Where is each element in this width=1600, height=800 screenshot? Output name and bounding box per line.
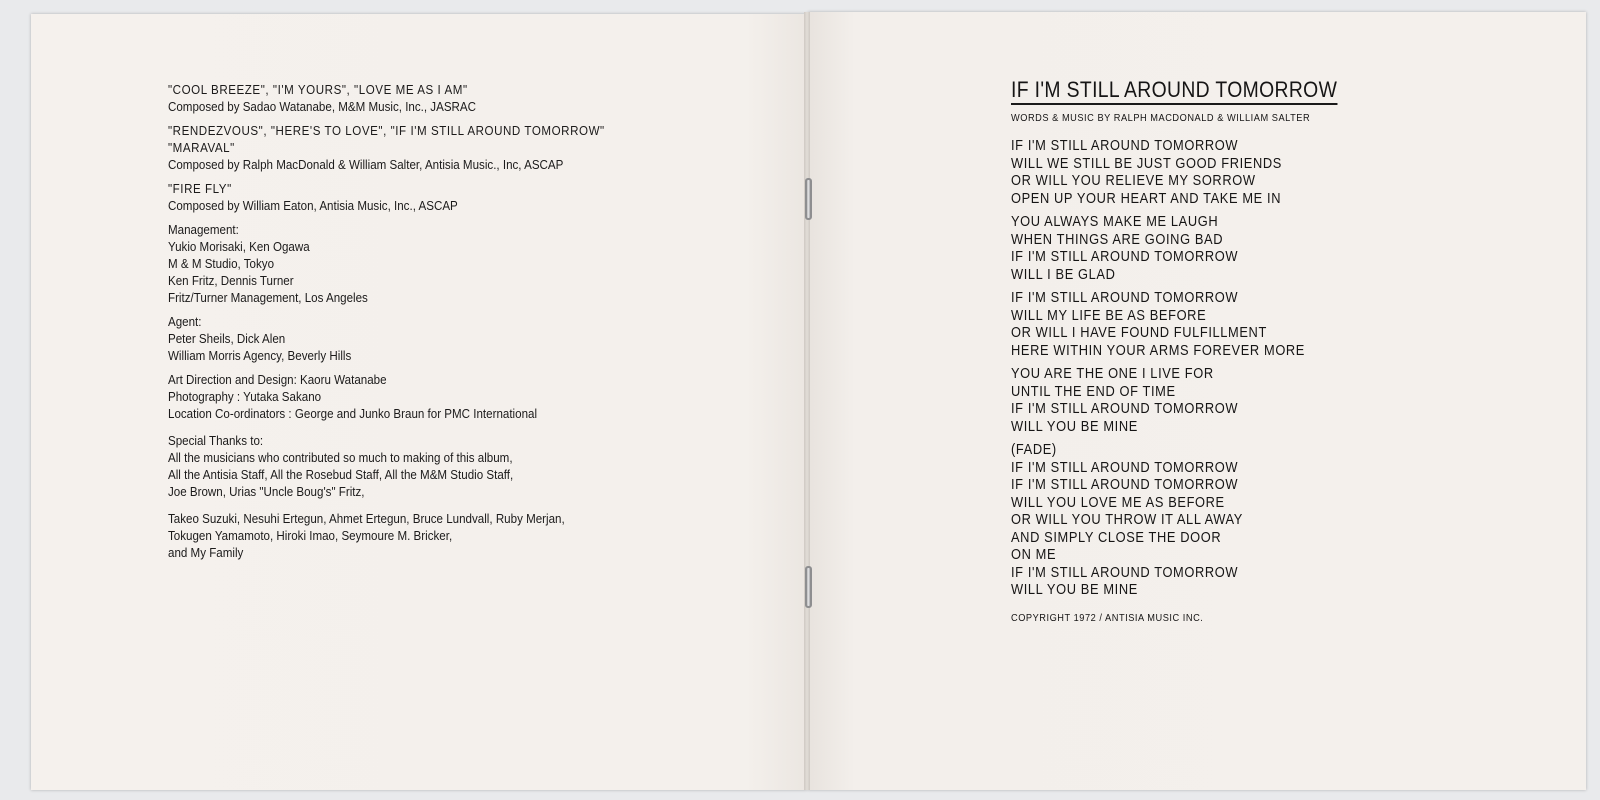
credit-line: Agent: [168, 315, 202, 329]
credit-line: "FIRE FLY" [168, 182, 232, 196]
song-title: IF I'M STILL AROUND TOMORROW [1011, 78, 1337, 105]
credit-line: Photography : Yutaka Sakano [168, 390, 322, 404]
credit-block [168, 314, 738, 365]
lyrics-body [1011, 138, 1337, 600]
lyric-line: IF I'M STILL AROUND TOMORROW [1011, 290, 1239, 306]
booklet-spine [804, 12, 810, 790]
credit-line: All the musicians who contributed so much to making of this album, [168, 451, 513, 465]
credit-block [168, 433, 738, 501]
lyric-line: OPEN UP YOUR HEART AND TAKE ME IN [1011, 190, 1282, 207]
credit-line: Art Direction and Design: Kaoru Watanabe [168, 373, 387, 387]
lyric-line: WILL I BE GLAD [1011, 266, 1116, 283]
credit-line: Location Co-ordinators : George and Junko Braun for PMC International [168, 407, 538, 421]
credit-line: "MARAVAL" [168, 141, 235, 155]
credit-line: Peter Sheils, Dick Alen [168, 332, 286, 346]
lyric-line: IF I'M STILL AROUND TOMORROW [1011, 249, 1239, 265]
credits-section [168, 82, 738, 569]
credit-line: "RENDEZVOUS", "HERE'S TO LOVE", "IF I'M STILL AROUND TOMORROW" [168, 124, 605, 138]
lyric-line: IF I'M STILL AROUND TOMORROW [1011, 477, 1239, 493]
lyric-line: OR WILL I HAVE FOUND FULFILLMENT [1011, 325, 1267, 341]
credit-block [168, 181, 738, 215]
lyric-line: WILL YOU BE MINE [1011, 418, 1138, 435]
lyric-line: WILL WE STILL BE JUST GOOD FRIENDS [1011, 155, 1282, 172]
credit-line: Ken Fritz, Dennis Turner [168, 274, 294, 288]
lyric-line: IF I'M STILL AROUND TOMORROW [1011, 459, 1239, 476]
lyric-line: AND SIMPLY CLOSE THE DOOR [1011, 529, 1222, 546]
staple-top [805, 178, 812, 220]
lyric-line: WILL YOU BE MINE [1011, 582, 1138, 598]
lyric-stanza [1011, 138, 1337, 208]
credit-line: Management: [168, 223, 239, 237]
lyric-stanza [1011, 442, 1337, 600]
credit-block [168, 82, 738, 116]
lyric-line: OR WILL YOU RELIEVE MY SORROW [1011, 173, 1256, 189]
credit-line: Takeo Suzuki, Nesuhi Ertegun, Ahmet Ertegun, Bruce Lundvall, Ruby Merjan, [168, 512, 565, 526]
lyric-line: (FADE) [1011, 442, 1057, 458]
lyric-line: OR WILL YOU THROW IT ALL AWAY [1011, 512, 1243, 528]
credit-line: Yukio Morisaki, Ken Ogawa [168, 240, 310, 254]
credit-line: Fritz/Turner Management, Los Angeles [168, 291, 368, 305]
credit-line: William Morris Agency, Beverly Hills [168, 349, 352, 363]
credit-line: All the Antisia Staff, All the Rosebud Staff, All the M&M Studio Staff, [168, 468, 514, 482]
lyric-line: IF I'M STILL AROUND TOMORROW [1011, 401, 1239, 417]
copyright-notice: COPYRIGHT 1972 / ANTISIA MUSIC INC. [1011, 611, 1204, 624]
credit-line: Special Thanks to: [168, 434, 264, 448]
lyric-line: WHEN THINGS ARE GOING BAD [1011, 231, 1224, 248]
lyrics-section [1011, 78, 1337, 624]
credit-line: Composed by William Eaton, Antisia Music, Inc., ASCAP [168, 199, 458, 213]
credit-line: Composed by Sadao Watanabe, M&M Music, Inc., JASRAC [168, 100, 477, 114]
credit-block [168, 222, 738, 307]
lyric-stanza [1011, 290, 1337, 360]
credit-line: Joe Brown, Urias "Uncle Boug's" Fritz, [168, 485, 365, 499]
lyric-stanza [1011, 214, 1337, 284]
staple-bottom [805, 566, 812, 608]
credit-line: Composed by Ralph MacDonald & William Salter, Antisia Music., Inc, ASCAP [168, 158, 564, 172]
credit-line: M & M Studio, Tokyo [168, 257, 275, 271]
lyric-line: HERE WITHIN YOUR ARMS FOREVER MORE [1011, 342, 1306, 359]
lyric-line: IF I'M STILL AROUND TOMORROW [1011, 564, 1239, 581]
lyric-line: WILL MY LIFE BE AS BEFORE [1011, 307, 1207, 324]
lyric-line: YOU ARE THE ONE I LIVE FOR [1011, 366, 1214, 382]
lyric-stanza [1011, 366, 1337, 436]
lyric-line: ON ME [1011, 547, 1057, 563]
credit-line: "COOL BREEZE", "I'M YOURS", "LOVE ME AS I AM" [168, 83, 468, 97]
lyric-line: UNTIL THE END OF TIME [1011, 383, 1176, 400]
credit-line: Tokugen Yamamoto, Hiroki Imao, Seymoure M. Bricker, [168, 529, 453, 543]
credit-block [168, 372, 738, 423]
lyric-line: YOU ALWAYS MAKE ME LAUGH [1011, 214, 1219, 230]
lyric-line: WILL YOU LOVE ME AS BEFORE [1011, 494, 1225, 511]
credit-block [168, 511, 738, 562]
songwriter-credit: WORDS & MUSIC BY RALPH MACDONALD & WILLIAM SALTER [1011, 112, 1311, 124]
lyric-line: IF I'M STILL AROUND TOMORROW [1011, 138, 1239, 154]
credit-block [168, 123, 738, 174]
credit-line: and My Family [168, 546, 244, 560]
